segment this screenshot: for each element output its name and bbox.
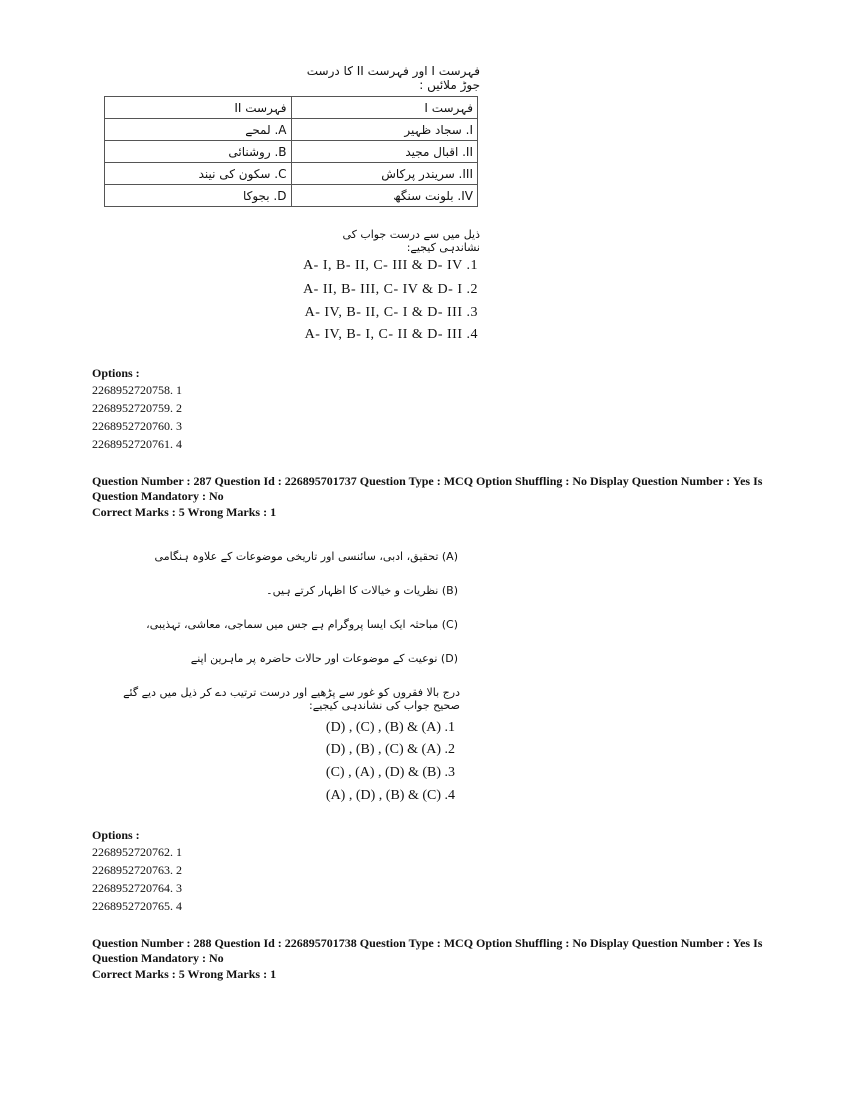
table-header-list-i: فہرست I bbox=[291, 97, 478, 119]
table-cell-right: C. سکون کی نیند bbox=[105, 163, 292, 185]
option-item: 2268952720763. 2 bbox=[92, 863, 182, 877]
answer-choice-2: (D) , (B) , (C) & (A) .2 bbox=[325, 742, 455, 757]
table-cell-left: III. سریندر پرکاش bbox=[291, 163, 478, 185]
table-cell-left: II. اقبال مجید bbox=[291, 141, 478, 163]
statement-a: (A) تحقیق، ادبی، سائنسی اور تاریخی موضوعات کے علاوہ ہنگامی bbox=[154, 550, 458, 563]
table-row bbox=[105, 119, 478, 141]
answer-choice-3: A- IV, B- II, C- I & D- III .3 bbox=[304, 305, 478, 320]
options-title: Options : bbox=[92, 366, 140, 380]
table-row bbox=[105, 163, 478, 185]
answer-choice-2: A- II, B- III, C- IV & D- I .2 bbox=[303, 282, 478, 297]
option-item: 2268952720761. 4 bbox=[92, 437, 182, 451]
table-row bbox=[105, 185, 478, 207]
table-cell-right: A. لمحے bbox=[105, 119, 292, 141]
table-row bbox=[105, 141, 478, 163]
option-item: 2268952720762. 1 bbox=[92, 845, 182, 859]
option-item: 2268952720758. 1 bbox=[92, 383, 182, 397]
question-287-marks: Correct Marks : 5 Wrong Marks : 1 bbox=[92, 505, 277, 519]
question-288-marks: Correct Marks : 5 Wrong Marks : 1 bbox=[92, 967, 277, 981]
answer-choice-1: (D) , (C) , (B) & (A) .1 bbox=[325, 720, 455, 735]
match-table bbox=[104, 96, 478, 207]
options-title: Options : bbox=[92, 828, 140, 842]
statement-d: (D) نوعیت کے موضوعات اور حالات حاضرہ پر ماہرین اپنے bbox=[190, 652, 458, 665]
option-item: 2268952720764. 3 bbox=[92, 881, 182, 895]
answer-choice-4: A- IV, B- I, C- II & D- III .4 bbox=[304, 327, 478, 342]
question-287-direction: درج بالا فقروں کو غور سے پڑھیے اور درست ترتیب دے کر ذیل میں دیے گئے صحیح جواب کی نشاندہی کیجیے: bbox=[123, 686, 460, 712]
table-row bbox=[105, 97, 478, 119]
table-cell-right: D. بجوکا bbox=[105, 185, 292, 207]
answer-choice-4: (A) , (D) , (B) & (C) .4 bbox=[325, 788, 455, 803]
table-cell-right: B. روشنائی bbox=[105, 141, 292, 163]
table-cell-left: I. سجاد ظہیر bbox=[291, 119, 478, 141]
option-item: 2268952720765. 4 bbox=[92, 899, 182, 913]
table-header-list-ii: فہرست II bbox=[105, 97, 292, 119]
table-cell-left: IV. بلونت سنگھ bbox=[291, 185, 478, 207]
question-287-header: Question Number : 287 Question Id : 226895701737 Question Type : MCQ Option Shuffling : No Display Question Number : Yes Is Question Mandatory : No bbox=[92, 474, 763, 503]
option-item: 2268952720759. 2 bbox=[92, 401, 182, 415]
option-item: 2268952720760. 3 bbox=[92, 419, 182, 433]
answer-choice-3: (C) , (A) , (D) & (B) .3 bbox=[325, 765, 455, 780]
answer-choice-1: A- I, B- II, C- III & D- IV .1 bbox=[303, 258, 478, 273]
statement-c: (C) مباحثہ ایک ایسا پروگرام ہے جس میں سماجی، معاشی، تہذیبی، bbox=[146, 618, 458, 631]
statement-b: (B) نظریات و خیالات کا اظہار کرتے ہیں۔ bbox=[266, 584, 458, 597]
question-288-header: Question Number : 288 Question Id : 226895701738 Question Type : MCQ Option Shuffling : No Display Question Number : Yes Is Question Mandatory : No bbox=[92, 936, 763, 965]
question-286-instruction: فہرست I اور فہرست II کا درست جوڑ ملائیں : bbox=[306, 64, 480, 92]
question-286-direction: ذیل میں سے درست جواب کی نشاندہی کیجیے: bbox=[342, 228, 480, 254]
